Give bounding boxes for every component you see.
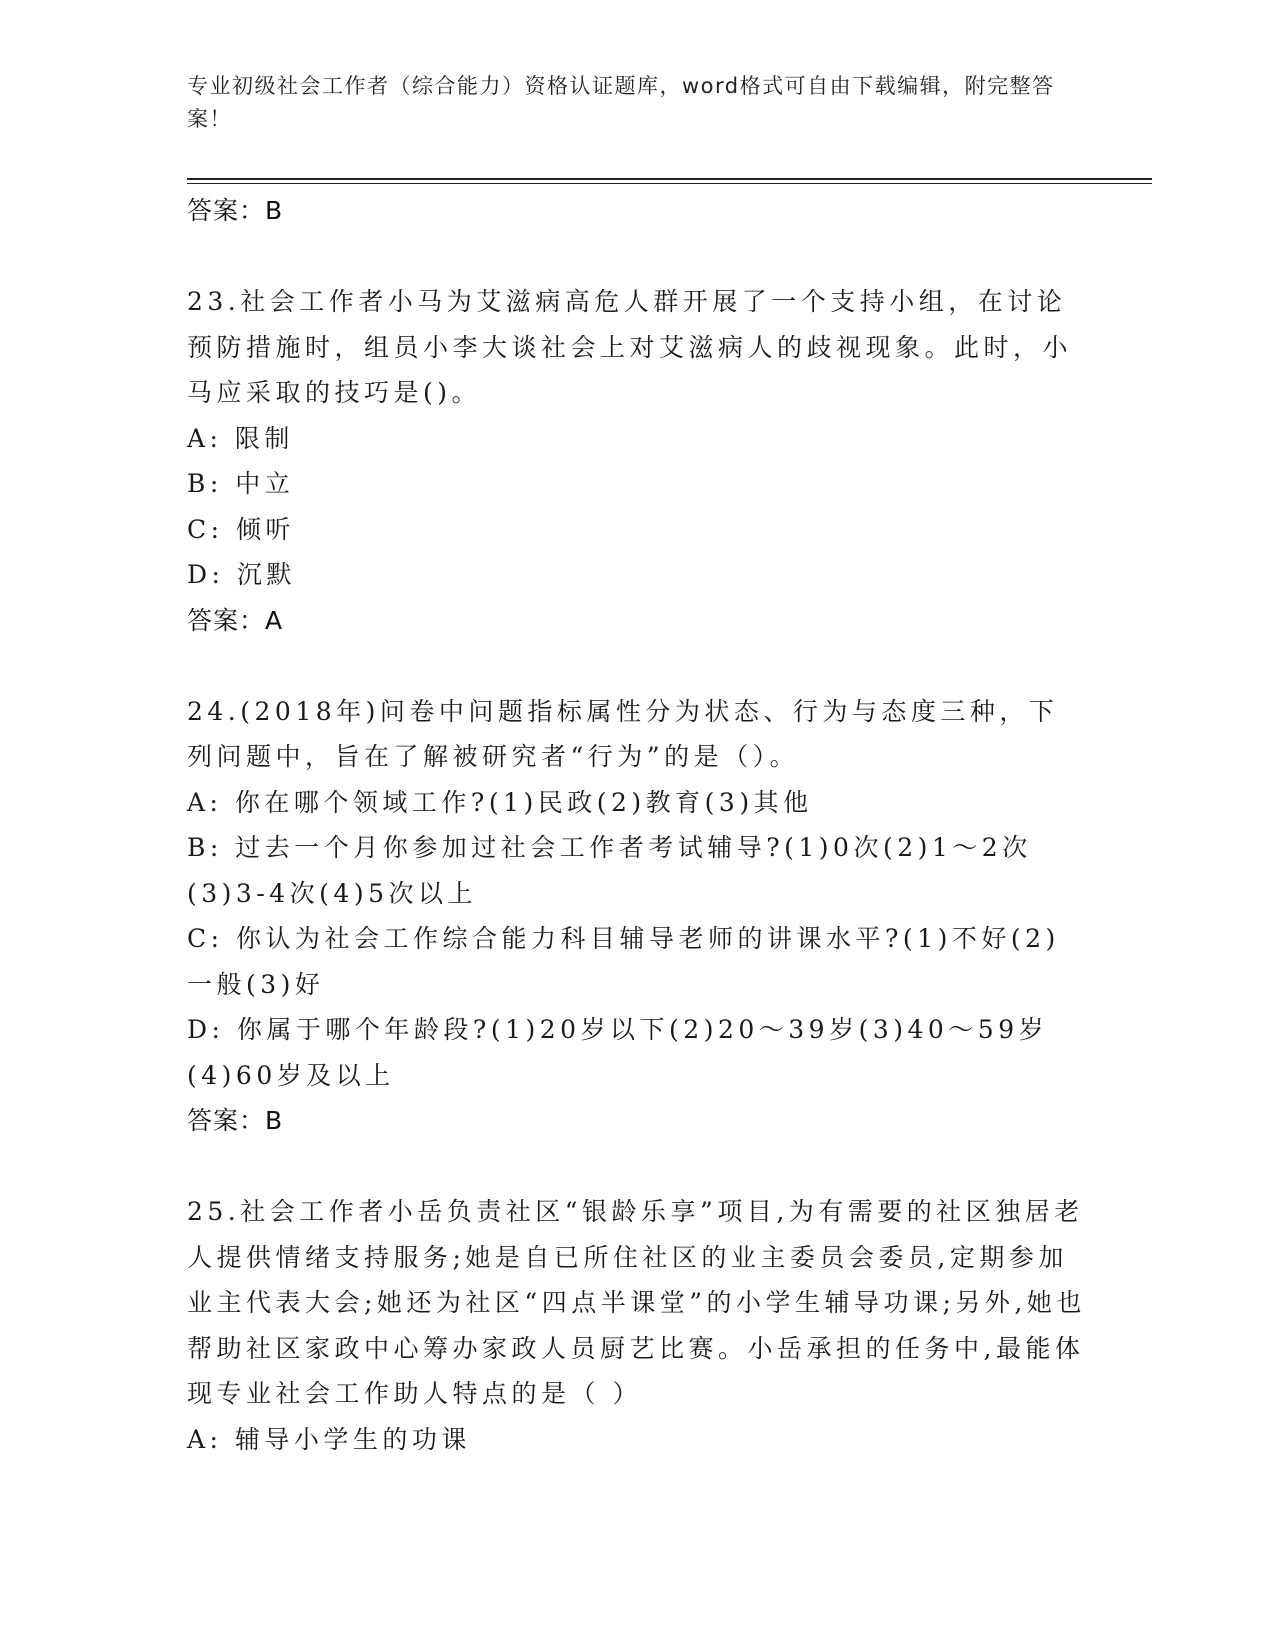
option-d: D: 你属于哪个年龄段?(1)20岁以下(2)20～39岁(3)40～59岁(4)60岁及以上	[187, 1015, 1049, 1090]
option-a: A: 辅导小学生的功课	[187, 1424, 471, 1454]
option-c: C: 你认为社会工作综合能力科目辅导老师的讲课水平?(1)不好(2)一般(3)好	[187, 924, 1060, 999]
header-rule-thick	[187, 178, 1152, 180]
option-a: A: 限制	[187, 423, 294, 453]
spacer	[187, 1144, 1087, 1189]
question-25	[187, 1189, 1087, 1462]
question-content	[187, 188, 1087, 1462]
question-24	[187, 689, 1087, 1145]
question-text: 25.社会工作者小岳负责社区“银龄乐享”项目,为有需要的社区独居老人提供情绪支持服务;她是自已所住社区的业主委员会委员,定期参加业主代表大会;她还为社区“四点半课堂”的小学生辅导功课;另外,她也帮助社区家政中心筹办家政人员厨艺比赛。小岳承担的任务中,最能体现专业社会工作助人特点的是（ ）	[187, 1197, 1086, 1408]
header-rule-thin	[187, 183, 1152, 184]
option-a: A: 你在哪个领域工作?(1)民政(2)教育(3)其他	[187, 787, 813, 817]
option-b: B: 中立	[187, 469, 295, 498]
option-b: B: 过去一个月你参加过社会工作者考试辅导?(1)0次(2)1～2次(3)3-4次(4)5次以上	[187, 833, 1032, 908]
answer: 答案：A	[187, 605, 284, 635]
answer: 答案：B	[187, 1106, 284, 1135]
question-text: 24.(2018年)问卷中问题指标属性分为状态、行为与态度三种，下列问题中，旨在了解被研究者“行为”的是（）。	[187, 696, 1059, 771]
question-23	[187, 279, 1087, 644]
answer-previous: 答案：B	[187, 196, 284, 225]
option-c: C: 倾听	[187, 514, 295, 544]
spacer	[187, 234, 1087, 279]
spacer	[187, 644, 1087, 689]
document-header: 专业初级社会工作者（综合能力）资格认证题库，word格式可自由下载编辑，附完整答案！	[187, 74, 1055, 131]
option-d: D: 沉默	[187, 560, 296, 589]
question-text: 23.社会工作者小马为艾滋病高危人群开展了一个支持小组，在讨论预防措施时，组员小李大谈社会上对艾滋病人的歧视现象。此时，小马应采取的技巧是()。	[187, 287, 1073, 407]
